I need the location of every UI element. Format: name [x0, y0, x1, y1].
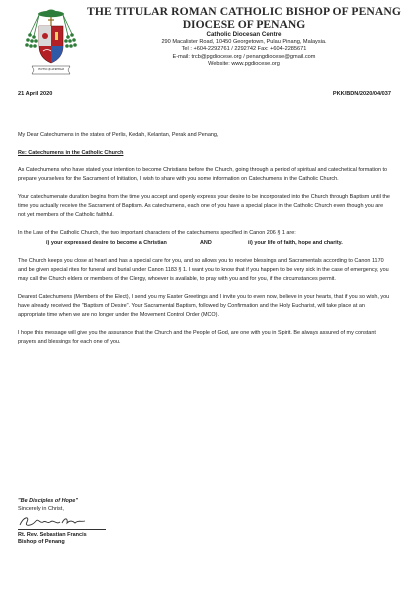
- letterhead-diocese: DIOCESE OF PENANG: [182, 18, 306, 31]
- diocese-crest-icon: [24, 6, 78, 76]
- letterhead-email: E-mail: trcb@pgdiocese.org / penangdiocese@gmail.com: [172, 53, 316, 60]
- letterhead-address: 290 Macalister Road, 10450 Georgetown, Pulau Pinang, Malaysia.: [161, 39, 327, 45]
- letterhead-phone: Tel : +604-2292761 / 2292742 Fax: +604-2285671: [181, 46, 307, 53]
- paragraph-easter: Dearest Catechumens (Members of the Elect), I send you my Easter Greetings and I invite you to even now, believe in your hearts, that if you so wish, you have already received the "Baptism of Desire". Your Sacramental Baptism, followed by Confirmation and the Holy Eucharist, will take place at an appropriate time when we are no longer under the Movement Control Order (MCO).: [18, 293, 390, 319]
- signer-name: Rt. Rev. Sebastian Francis: [18, 531, 87, 538]
- canon-item-2: ii) your life of faith, hope and charity.: [248, 240, 343, 247]
- paragraph-assurance: I hope this message will give you the assurance that the Church and the People of God, are one with you in Spirit. Be always assured of my constant prayers and blessings for each one of you.: [18, 329, 376, 345]
- canon-items: [18, 239, 391, 248]
- signoff-closing: Sincerely in Christ,: [18, 505, 64, 512]
- salutation: My Dear Catechumens in the states of Perlis, Kedah, Kelantan, Perak and Penang,: [18, 132, 219, 138]
- letter-date: 21 April 2020: [18, 91, 53, 97]
- paragraph-care: The Church keeps you close at heart and has a special care for you, and so allows you to receive blessings and Sacramentals according to Canon 1170 and be given special rites for funeral and burial under Canon 1183 § 1. I want you to know that if you happen to be very sick in the case of emergency, you may call the Church elders or members of the Clergy, whoever is available, to pray with you and for you, if the circumstances permit.: [18, 257, 389, 283]
- paragraph-duration: Your catechumenate duration begins from the time you accept and openly express your desire to be incorporated into the Church through Baptism until the time you actually receive the Sacrament of Baptism. As catechumens, each one of you have a special place in the Catholic Church even though you are not yet members of the Catholic faithful.: [18, 193, 390, 219]
- crest-motto: INVENI QUAEREBAM: [37, 68, 64, 71]
- paragraph-canon: In the Law of the Catholic Church, the two important characters of the catechumens specified in Canon 206 § 1 are:: [18, 229, 296, 236]
- canon-and: AND: [200, 240, 212, 247]
- signer-title: Bishop of Penang: [18, 539, 65, 546]
- paragraph-intro: As Catechumens who have stated your intention to become Christians before the Church, going through a period of spiritual and catechetical formation to prepare yourselves for the Sacrament of Initiation, I wish to share with you some information on Catechumens in the Catholic Church.: [18, 167, 388, 183]
- signoff-motto: "Be Disciples of Hope": [18, 498, 78, 504]
- letterhead: [86, 5, 402, 68]
- letterhead-title: THE TITULAR ROMAN CATHOLIC BISHOP OF PENANG: [87, 5, 401, 18]
- letterhead-website: Website: www.pgdiocese.org: [208, 60, 280, 67]
- handwritten-signature: [18, 514, 88, 529]
- signature-rule: [18, 529, 106, 530]
- letterhead-centre: Catholic Diocesan Centre: [206, 31, 282, 38]
- signoff-block: [18, 498, 218, 547]
- canon-item-1: i) your expressed desire to become a Christian: [46, 240, 167, 247]
- reference-number: PKK/BDN/2020/04/037: [332, 91, 391, 97]
- letter-body: [18, 131, 391, 356]
- subject-line: Re: Catechumens in the Catholic Church: [18, 149, 124, 156]
